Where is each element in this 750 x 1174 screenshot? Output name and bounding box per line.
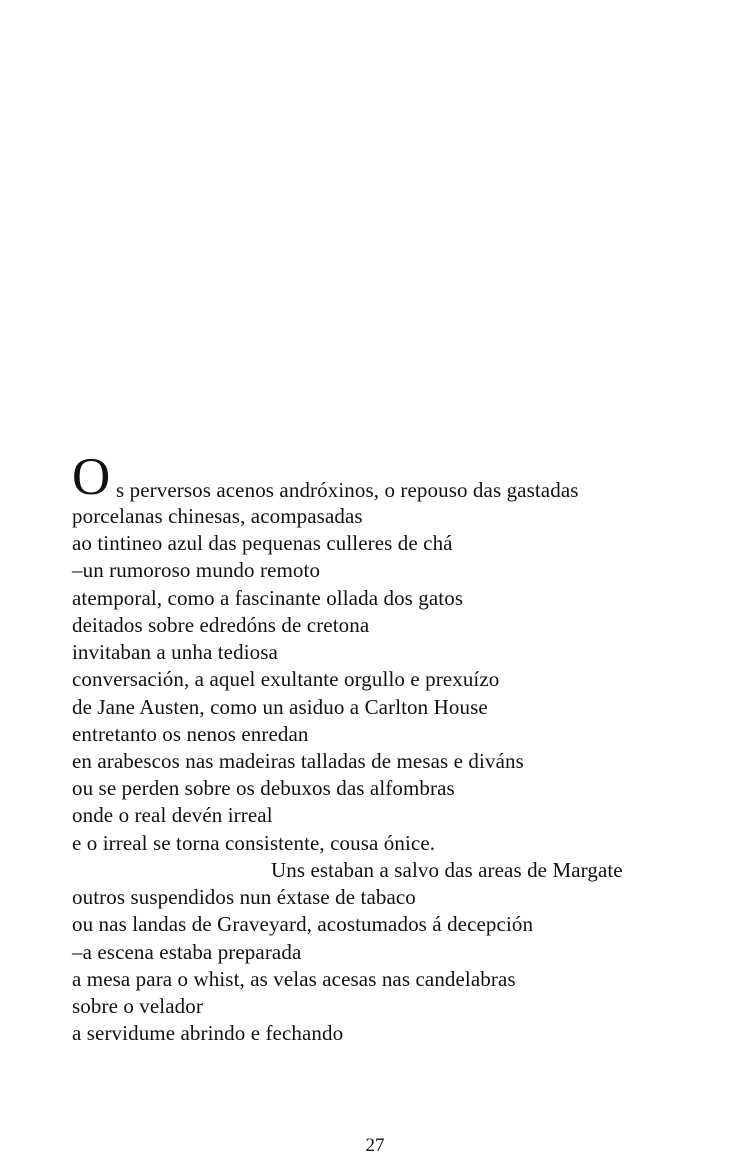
poem-line: atemporal, como a fascinante ollada dos gatos [72,586,464,610]
poem-line: ou se perden sobre os debuxos das alfombras [72,776,455,800]
poem-line: invitaban a unha tediosa [72,640,278,664]
poem-line: entretanto os nenos enredan [72,722,309,746]
poem-line: ou nas landas de Graveyard, acostumados á decepción [72,912,534,936]
poem-line: onde o real devén irreal [72,803,273,827]
poem-line: de Jane Austen, como un asiduo a Carlton House [72,695,488,719]
poem-line: sobre o velador [72,994,203,1018]
poem-line: a servidume abrindo e fechando [72,1021,344,1045]
poem-line: ao tintineo azul das pequenas culleres de chá [72,531,453,555]
poem-line-1: s perversos acenos andróxinos, o repouso das gastadas [116,478,579,502]
poem-line: porcelanas chinesas, acompasadas [72,504,363,528]
poem-line: a mesa para o whist, as velas acesas nas candelabras [72,967,516,991]
drop-cap: O [72,448,111,506]
poem-line: outros suspendidos nun éxtase de tabaco [72,885,416,909]
poem-line: en arabescos nas madeiras talladas de mesas e diváns [72,749,524,773]
poem-line: Uns estaban a salvo das areas de Margate [271,858,623,882]
poem-line: –un rumoroso mundo remoto [72,558,321,582]
poem-line: –a escena estaba preparada [72,940,302,964]
poem-line: e o irreal se torna consistente, cousa ónice. [72,831,436,855]
poem-line: deitados sobre edredóns de cretona [72,613,370,637]
page-number: 27 [365,1135,385,1156]
poem-line: conversación, a aquel exultante orgullo e prexuízo [72,667,500,691]
